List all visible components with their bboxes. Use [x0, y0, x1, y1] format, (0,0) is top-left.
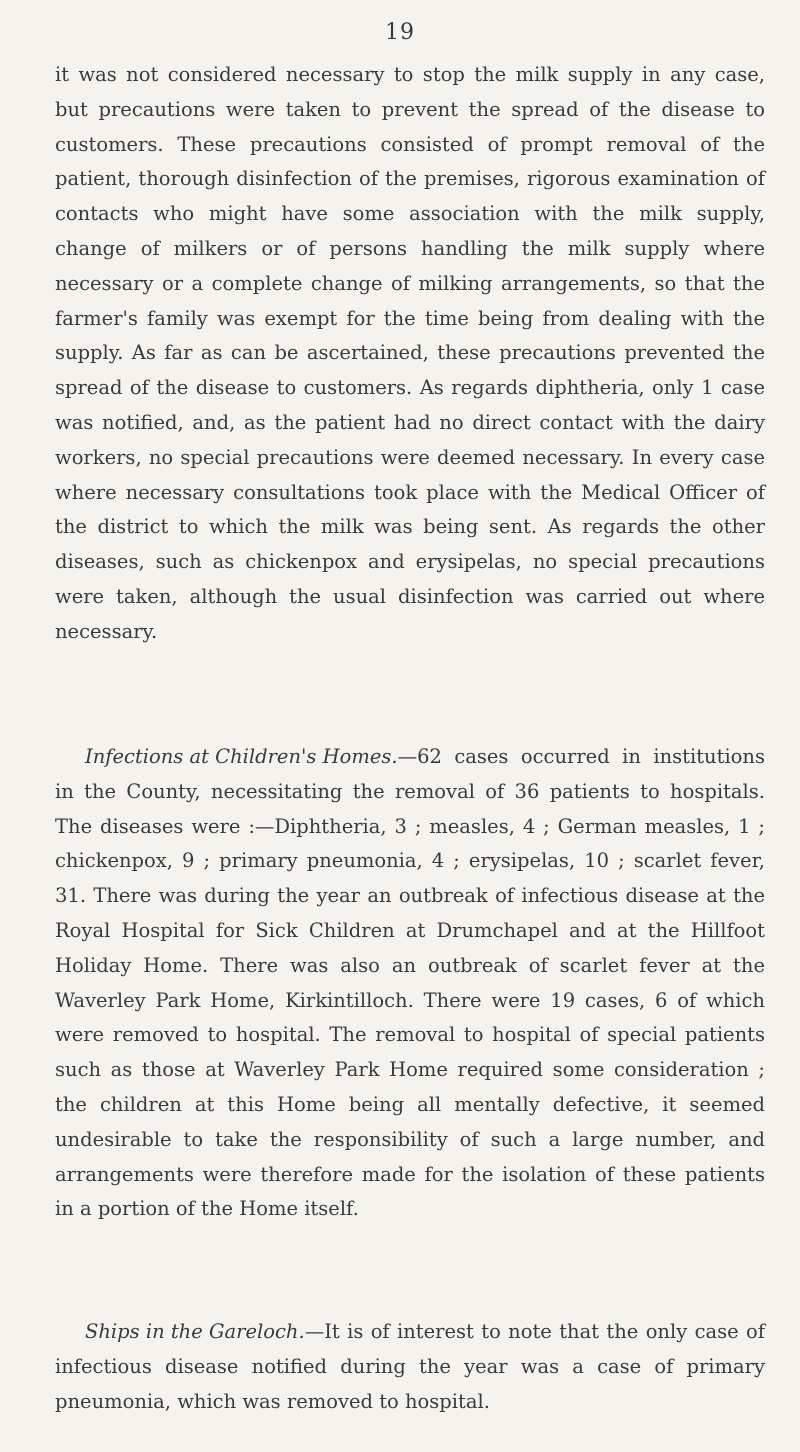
paragraph-ships-gareloch: [55, 1315, 765, 1419]
section-heading: Infections at Children's Homes.: [85, 745, 398, 768]
paragraph-text: —It is of interest to note that the only case of infectious disease notified during the year was a case of primary pneumonia, which was removed to hospital.: [55, 1320, 765, 1413]
paragraph-childrens-homes: [55, 740, 765, 1227]
section-heading: Ships in the Gareloch.: [85, 1320, 305, 1343]
page-number: 19: [385, 20, 415, 45]
paragraph-text: it was not considered necessary to stop the milk supply in any case, but precautions were taken to prevent the spread of the disease to customers. These precautions consisted of prompt removal of the patient, thorough disinfection of the premises, rigorous examination of contacts who might have some association with the milk supply, change of milkers or of persons handling the milk supply where necessary or a complete change of milking arrangements, so that the farmer's family was exempt for the time being from dealing with the supply. As far as can be ascertained, these precautions prevented the spread of the disease to customers. As regards diphtheria, only 1 case was notified, and, as the patient had no direct contact with the dairy workers, no special precautions were deemed necessary. In every case where necessary consultations took place with the Medical Officer of the district to which the milk was being sent. As regards the other diseases, such as chickenpox and erysipelas, no special precautions were taken, although the usual disinfection was carried out where necessary.: [55, 63, 765, 643]
paragraph-text: —62 cases occurred in institutions in the County, necessitating the removal of 36 patients to hospitals. The diseases were :—Diphtheria, 3 ; measles, 4 ; German measles, 1 ; chickenpox, 9 ; primary pneumonia, 4 ; erysipelas, 10 ; scarlet fever, 31. There was during the year an outbreak of infectious disease at the Royal Hospital for Sick Children at Drumchapel and at the Hillfoot Holiday Home. There was also an outbreak of scarlet fever at the Waverley Park Home, Kirkintilloch. There were 19 cases, 6 of which were removed to hospital. The removal to hospital of special patients such as those at Waverley Park Home required some consideration ; the children at this Home being all mentally defective, it seemed undesirable to take the responsibility of such a large number, and arrangements were therefore made for the isolation of these patients in a portion of the Home itself.: [55, 745, 765, 1221]
paragraph-milk-precautions: [55, 58, 765, 650]
